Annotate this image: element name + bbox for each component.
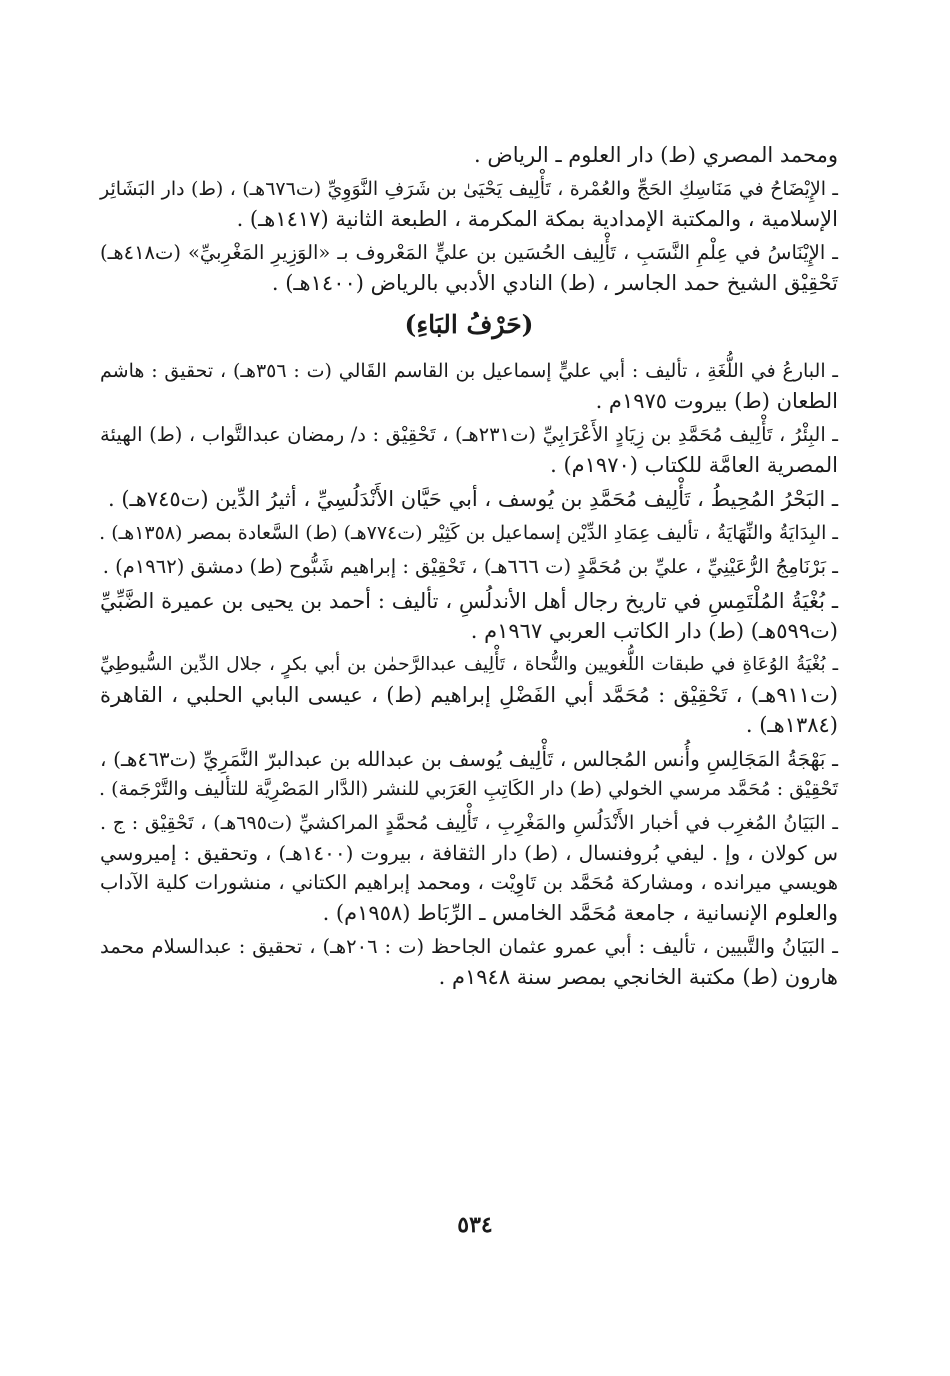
entry-line: ـ الإِيْنَاسُ في عِلْمِ النَّسَبِ ، تَأْلِيف الحُسَين بن عليٍّ المَعْروف بـ «الوَزِيرِ المَغْرِبيِّ» (ت٤١٨هـ) bbox=[100, 241, 838, 264]
entry-line: الطعان (ط) بيروت ١٩٧٥م . bbox=[595, 389, 838, 413]
entry-line: ـ البارعُ في اللُّغَةِ ، تأليف : أبي عليٍّ إسماعيل بن القاسم القَالي (ت : ٣٥٦هـ) ، تحقيق : هاشم bbox=[100, 360, 838, 382]
entries-bottom bbox=[100, 356, 838, 992]
entry-line: ـ بُغْيَةُ الوُعَاةِ في طبقات اللُّغويين والنُّحاة ، تَأْلِيف عبدالرَّحمٰن بن أبي بكرٍ ، جلال الدِّين السُّيوطِيِّ bbox=[100, 654, 838, 675]
bibliography-entry bbox=[100, 238, 838, 298]
entry-line: هويسي ميرانده ، ومشاركة مُحَمَّد بن تَاوِيْت ، ومحمد إبراهيم الكتاني ، منشورات كلية الآداب bbox=[100, 871, 838, 894]
entry-line: ـ الإِيْضَاحُ في مَنَاسِكِ الحَجِّ والعُمْرة ، تَأْلِيف يَحْيَىٰ بن شَرَفِ النَّوَوِيِّ (ت٦٧٦هـ) ، (ط) دار البَشَائِر bbox=[100, 178, 838, 200]
bibliography-entry bbox=[100, 484, 838, 514]
bibliography-entry bbox=[100, 518, 838, 548]
entry-line: (ت٩١١هـ) ، تَحْقِيْق : مُحَمَّد أبي الفَضْلِ إبراهيم (ط) ، عيسى البابي الحلبي ، القاهرة bbox=[100, 683, 838, 707]
entry-line: هارون (ط) مكتبة الخانجي بمصر سنة ١٩٤٨م . bbox=[438, 965, 838, 989]
bibliography-entry bbox=[100, 552, 838, 582]
entries-top bbox=[100, 140, 838, 298]
entry-line: والعلوم الإنسانية ، جامعة مُحَمَّد الخامس ـ الرِّبَاط (١٩٥٨م) . bbox=[322, 901, 838, 925]
bibliography-entry bbox=[100, 650, 838, 740]
entry-line: ومحمد المصري (ط) دار العلوم ـ الرياض . bbox=[473, 143, 838, 167]
bibliography-entry bbox=[100, 420, 838, 480]
entry-line: ـ البَحْرُ المُحِيطُ ، تَأْلِيف مُحَمَّدِ بن يُوسف ، أبي حَيَّان الأَنْدَلُسِيِّ ، أثيرُ الدِّين (ت٧٤٥هـ) . bbox=[108, 487, 838, 511]
entry-line: ـ البَيَانُ والتَّبيين ، تأليف : أبي عمرو عثمان الجاحظ (ت : ٢٠٦هـ) ، تحقيق : عبدالسلام محمد bbox=[100, 935, 839, 958]
bibliography-entry bbox=[100, 174, 838, 234]
bibliography-entry bbox=[100, 808, 838, 928]
page-body bbox=[100, 140, 838, 996]
entry-line: ـ البِئْرُ ، تَأْلِيف مُحَمَّدِ بن زِيَادٍ الأَعْرَابِيِّ (ت٢٣١هـ) ، تَحْقِيْق : د/ رمضان عبدالتَّواب ، (ط) الهيئة bbox=[100, 423, 838, 446]
entry-line: تَحْقِيْق الشيخ حمد الجاسر ، (ط) النادي الأدبي بالرياض (١٤٠٠هـ) . bbox=[271, 271, 838, 295]
bibliography-entry bbox=[100, 140, 838, 170]
entry-line: س كولان ، وإ . ليفي بُروفنسال ، (ط) دار الثقافة ، بيروت (١٤٠٠هـ) ، وتحقيق : إميروسي bbox=[100, 841, 838, 865]
entry-line: ـ بُغْيَةُ المُلْتَمِسِ في تاريخ رجال أهل الأندلُسِ ، تأليف : أحمد بن يحيى بن عميرة الضَّبِّيِّ bbox=[100, 589, 838, 613]
section-heading: (حَرْفُ البَاءِ) bbox=[404, 310, 534, 339]
entry-line: (١٣٨٤هـ) . bbox=[745, 713, 838, 737]
bibliography-entry bbox=[100, 586, 838, 646]
entry-line: المصرية العامَّة للكتاب (١٩٧٠م) . bbox=[550, 453, 838, 477]
entry-line: (ت٥٩٩هـ) (ط) دار الكاتب العربي ١٩٦٧م . bbox=[470, 619, 838, 643]
entry-line: ـ البِدَايَةُ والنِّهَايَةُ ، تأليف عِمَادِ الدِّيْن إسماعيل بن كَثِيْر (ت٧٧٤هـ) (ط) السَّعادة بمصر (١٣٥٨هـ) . bbox=[99, 522, 838, 544]
bibliography-entry bbox=[100, 744, 838, 804]
entry-line: تَحْقِيْق : مُحَمَّد مرسي الخولي (ط) دار الكَاتِبِ العَرَبي للنشر (الدَّار المَصْرِيَّة للتأليف والتَّرْجَمة) . bbox=[99, 778, 838, 800]
entry-line: الإسلامية ، والمكتبة الإمدادية بمكة المكرمة ، الطبعة الثانية (١٤١٧هـ) . bbox=[236, 207, 838, 231]
bibliography-entry bbox=[100, 356, 838, 416]
page-number: ٥٣٤ bbox=[457, 1212, 493, 1238]
bibliography-entry bbox=[100, 932, 838, 992]
entry-line: ـ البَيَانُ المُغرِب في أخبار الأَنْدَلُسِ والمَغْرِبِ ، تَأْلِيف مُحمَّدٍ المراكشيِّ (ت٦٩٥هـ) ، تَحْقِيْق : ج . bbox=[100, 812, 839, 834]
entry-line: ـ بَهْجَةُ المَجَالِسِ وأُنس المُجالس ، تَأْلِيف يُوسف بن عبدالله بن عبدالبرّ النَّمَرِيِّ (ت٤٦٣هـ) ، bbox=[100, 747, 838, 771]
entry-line: ـ بَرْنَامِجُ الرُّعَيْنِيِّ ، عليِّ بن مُحَمَّدٍ (ت ٦٦٦هـ) ، تَحْقِيْق : إبراهيم شَبُّوح (ط) دمشق (١٩٦٢م) . bbox=[102, 555, 838, 578]
